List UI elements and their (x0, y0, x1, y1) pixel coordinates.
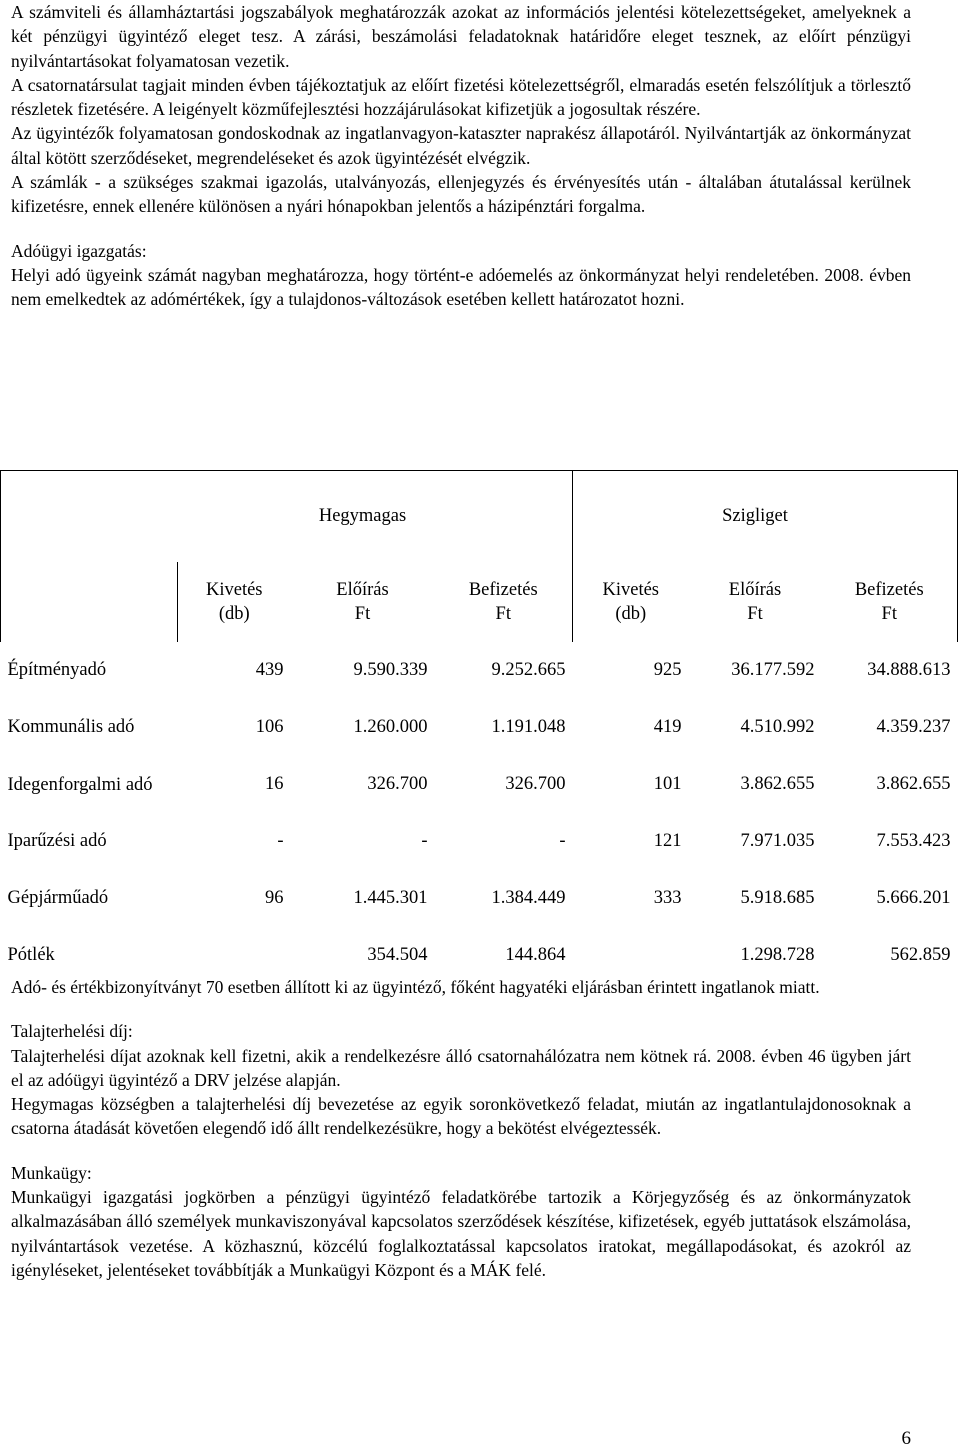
table-subheader-row (1, 562, 958, 642)
table-corner-cell (1, 471, 178, 563)
table-cell: 7.971.035 (740, 831, 815, 851)
table-cell: 3.862.655 (876, 774, 951, 794)
table-cell: 4.510.992 (740, 717, 815, 737)
col-header-line: (db) (615, 604, 647, 624)
col-header-line: Kivetés (602, 580, 659, 600)
row-label: Iparűzési adó (7, 831, 107, 851)
paragraph-invoices: A számlák - a szükséges szakmai igazolás, utalványozás, ellenjegyzés és érvényesítés után - általában átutalással kerülnek kifizetésre, ennek ellenére különösen a nyári hónapokban jelentős a házipénztári forgalma. (11, 172, 911, 217)
col-header-kivetes (573, 562, 689, 642)
section-heading-soil-fee: Talajterhelési díj: (11, 1021, 133, 1042)
col-header-eloiras (291, 562, 435, 642)
table-cell: 562.859 (890, 945, 951, 965)
col-header-befizetes (822, 562, 958, 642)
table-row (1, 642, 958, 699)
table-cell: 1.384.449 (491, 888, 566, 908)
paragraph-soil-fee-1: Talajterhelési díjat azoknak kell fizetni, akik a rendelkezésre álló csatornahálózatra nem kötnek rá. 2008. évben 46 ügyben járt el az adóügyi ügyintéző a DRV jelzése alapján. (11, 1045, 911, 1090)
table-cell: 36.177.592 (731, 660, 815, 680)
paragraph-sewer-association: A csatornatársulat tagjait minden évben tájékoztatjuk az előírt fizetési kötelezettségről, elmaradás esetén felszólítjuk a törlesztő részletek fizetésére. A leigényelt közműfejlesztési hozzájárulásokat kifizetjük a jogosultak részére. (11, 74, 911, 120)
table-cell: 439 (255, 660, 284, 680)
page-number: 6 (901, 1428, 911, 1449)
table-cell: - (559, 831, 566, 851)
paragraph-local-tax: Helyi adó ügyeink számát nagyban meghatározza, hogy történt-e adóemelés az önkormányzat helyi rendeletében. 2008. évben nem emelkedtek az adómértékek, így a tulajdonos-változások esetében kellett határozatot hozni. (11, 264, 911, 310)
table-cell: 9.252.665 (491, 660, 566, 680)
table-cell: 326.700 (505, 774, 566, 794)
table-group-spacer (435, 471, 573, 563)
table-group-szigliget: Szigliget (689, 471, 822, 563)
table-row (1, 699, 958, 756)
table-cell: 34.888.613 (867, 660, 951, 680)
col-header-line: Befizetés (468, 580, 538, 600)
section-heading-tax: Adóügyi igazgatás: (11, 240, 147, 261)
col-header-line: (db) (218, 604, 250, 624)
col-header-line: Ft (881, 604, 897, 624)
col-header-befizetes (435, 562, 573, 642)
paragraph-accounting: A számviteli és államháztartási jogszabályok meghatározzák azokat az információs jelentési kötelezettségeket, amelyeknek a két pénzügyi ügyintéző eleget tesz. A zárási, beszámolási feladatoknak határidőre eleget tesznek, az előírt pénzügyi nyilvántartásokat folyamatosan vezetik. (11, 2, 911, 71)
document-page (11, 0, 911, 312)
table-cell: 96 (265, 888, 284, 908)
row-label: Kommunális adó (7, 717, 135, 737)
table-cell: 121 (653, 831, 682, 851)
table-group-spacer (822, 471, 958, 563)
tax-table (0, 470, 958, 984)
paragraph-soil-fee-2: Hegymagas községben a talajterhelési díj bevezetése az egyik soronkövetkező feladat, miután az ingatlantulajdonosoknak a csatorna átadását követően elegendő idő állt rendelkezésükre, hogy a bekötést elvégeztessék. (11, 1094, 911, 1139)
table-cell: 101 (653, 774, 682, 794)
col-header-eloiras (689, 562, 822, 642)
paragraph-labor: Munkaügyi igazgatási jogkörben a pénzügyi ügyintéző feladatkörébe tartozik a Körjegyzőség és az önkormányzatok alkalmazásában álló személyek munkaviszonyával kapcsolatos szerződések készítése, kifizetések, egyéb juttatások elszámolása, nyilvántartások vezetése. A közhasznú, közcélú foglalkoztatással kapcsolatos iratokat, megállapodásokat, és azokról az igényléseket, jelentéseket továbbítják a Munkaügyi Központ és a MÁK felé. (11, 1187, 911, 1280)
table-cell: 106 (255, 717, 284, 737)
table-cell: 1.260.000 (353, 717, 428, 737)
table-cell: 3.862.655 (740, 774, 815, 794)
row-label: Idegenforgalmi adó (7, 774, 153, 795)
table-cell: 333 (653, 888, 682, 908)
col-header-line: Befizetés (854, 580, 924, 600)
row-label: Pótlék (7, 945, 55, 965)
table-cell: 326.700 (367, 774, 428, 794)
col-header-line: Előírás (336, 580, 389, 600)
table-cell: 419 (653, 717, 682, 737)
table-group-header-row (1, 471, 958, 563)
table-cell: 9.590.339 (353, 660, 428, 680)
table-cell: 1.191.048 (491, 717, 566, 737)
table-cell: 144.864 (505, 945, 566, 965)
table-cell: 5.666.201 (876, 888, 951, 908)
table-cell: 354.504 (367, 945, 428, 965)
table-cell: 7.553.423 (876, 831, 951, 851)
col-header-line: Ft (495, 604, 511, 624)
col-header-line: Előírás (728, 580, 782, 600)
row-label: Építményadó (7, 660, 107, 680)
table-cell: 16 (265, 774, 284, 794)
table-row-label-header (1, 562, 178, 642)
table-row (1, 870, 958, 927)
col-header-line: Ft (747, 604, 763, 624)
table-cell: 925 (653, 660, 682, 680)
table-row (1, 813, 958, 870)
table-cell: 1.298.728 (740, 945, 815, 965)
document-page-continued (11, 975, 911, 1282)
col-header-line: Kivetés (205, 580, 263, 600)
table-group-hegymagas: Hegymagas (291, 471, 435, 563)
col-header-kivetes (178, 562, 291, 642)
paragraph-property-cadastre: Az ügyintézők folyamatosan gondoskodnak az ingatlanvagyon-kataszter naprakész állapotáról. Nyilvántartják az önkormányzat által kötött szerződéseket, megrendeléseket és azok ügyintézését elvégzik. (11, 123, 911, 168)
table-cell: - (277, 831, 284, 851)
table-cell: 1.445.301 (353, 888, 428, 908)
table-cell: 5.918.685 (740, 888, 815, 908)
table-group-spacer (573, 471, 689, 563)
col-header-line: Ft (354, 604, 371, 624)
table-cell: 4.359.237 (876, 717, 951, 737)
row-label: Gépjárműadó (7, 888, 109, 908)
section-heading-labor: Munkaügy: (11, 1162, 92, 1183)
table-group-spacer (178, 471, 291, 563)
table-cell: - (421, 831, 428, 851)
table-row (1, 756, 958, 813)
paragraph-certificates: Adó- és értékbizonyítványt 70 esetben állított ki az ügyintéző, főként hagyatéki eljárásban érintett ingatlanok miatt. (11, 977, 820, 997)
